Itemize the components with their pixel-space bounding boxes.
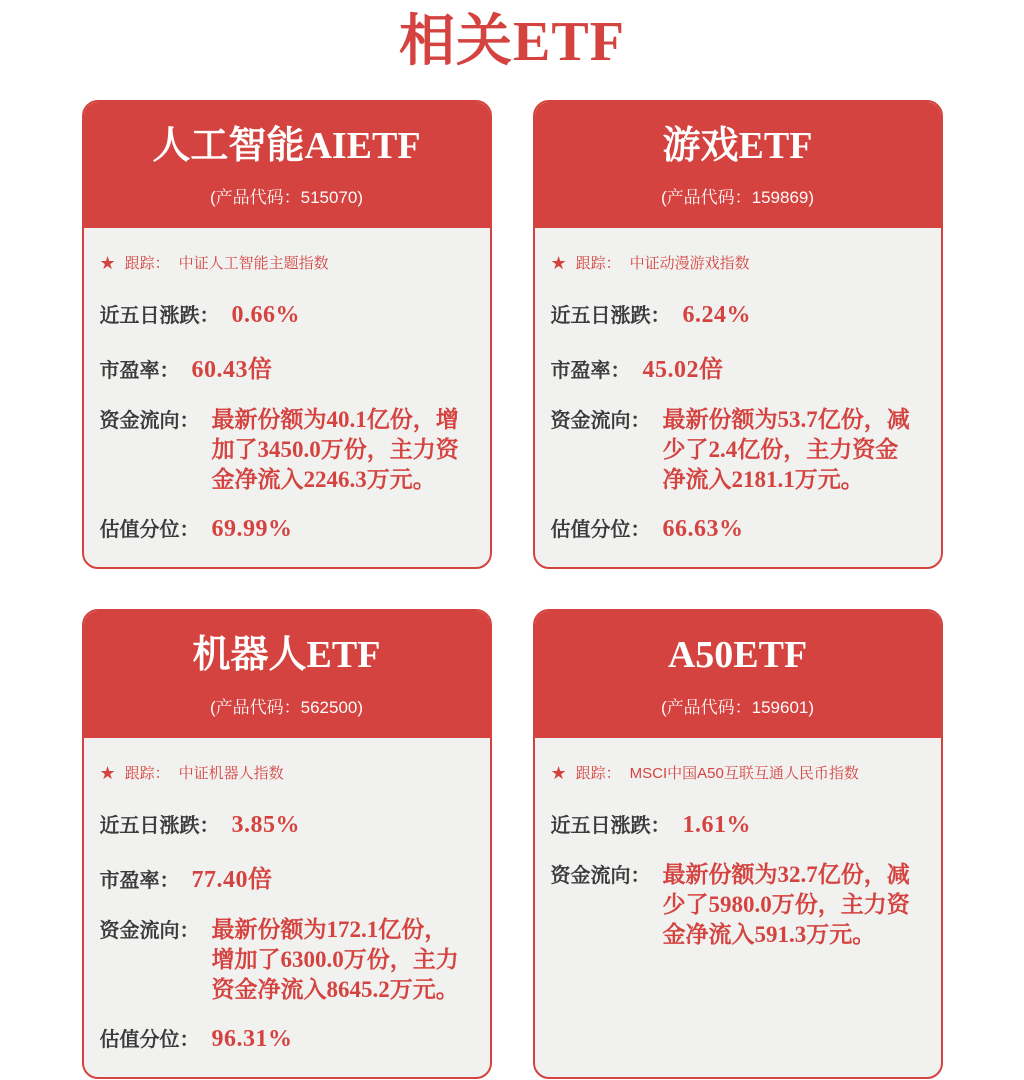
track-row [100, 762, 470, 783]
change-row [100, 299, 470, 329]
pe-unit: 倍 [699, 356, 723, 384]
index-name: 中证动漫游戏指数 [629, 255, 750, 273]
flow-label: 资金流向： [99, 920, 200, 943]
etf-title-en: AIETF [304, 124, 421, 167]
flow-label: 资金流向： [550, 865, 651, 888]
etf-cards-grid [0, 100, 1024, 1080]
flow-value: 最新份额为172.1亿份，增加了6300.0万份，主力资金净流入8645.2万元。 [211, 917, 459, 1003]
pe-label: 市盈率： [99, 870, 180, 893]
change-value: 0.66% [231, 302, 300, 329]
track-label: 跟踪： [575, 765, 621, 783]
pe-label: 市盈率： [550, 360, 631, 383]
star-icon: ★ [550, 762, 567, 783]
flow-label: 资金流向： [550, 410, 651, 433]
change-label: 近五日涨跌： [550, 815, 671, 838]
change-label: 近五日涨跌： [550, 305, 671, 328]
pe-row [100, 859, 470, 894]
etf-title-en: ETF [306, 634, 381, 677]
pe-number: 45.02 [642, 357, 699, 384]
star-icon: ★ [550, 252, 567, 273]
change-row [100, 809, 470, 839]
index-name: 中证人工智能主题指数 [178, 255, 329, 273]
flow-value: 最新份额为40.1亿份，增加了3450.0万份，主力资金净流入2246.3万元。 [211, 407, 459, 493]
etf-title [545, 126, 931, 168]
product-code: (产品代码：562500) [209, 698, 364, 718]
etf-card-aietf [82, 100, 492, 570]
change-label: 近五日涨跌： [99, 815, 220, 838]
product-code: (产品代码：159869) [660, 188, 815, 208]
card-body [84, 228, 490, 567]
track-label: 跟踪： [124, 765, 170, 783]
flow-row [100, 914, 470, 1005]
card-header [84, 611, 490, 738]
pe-number: 77.40 [191, 867, 248, 894]
etf-card-game [533, 100, 943, 570]
pe-row [100, 349, 470, 384]
valuation-value: 69.99% [211, 516, 293, 543]
etf-card-robot [82, 609, 492, 1079]
product-code: (产品代码：159601) [660, 698, 815, 718]
flow-label: 资金流向： [99, 410, 200, 433]
pe-value [643, 349, 724, 384]
change-value: 6.24% [682, 302, 751, 329]
flow-row [551, 859, 921, 950]
card-body [535, 228, 941, 567]
card-header [84, 102, 490, 229]
pe-label: 市盈率： [99, 360, 180, 383]
track-row [100, 252, 470, 273]
track-label: 跟踪： [124, 255, 170, 273]
etf-title-zh: 人工智能 [152, 124, 305, 167]
track-row [551, 762, 921, 783]
etf-title-zh: 游戏 [662, 124, 739, 167]
change-row [551, 809, 921, 839]
valuation-value: 96.31% [211, 1026, 293, 1053]
star-icon: ★ [99, 762, 116, 783]
etf-card-a50 [533, 609, 943, 1079]
valuation-label: 估值分位： [99, 519, 200, 542]
pe-number: 60.43 [191, 357, 248, 384]
flow-value: 最新份额为32.7亿份，减少了5980.0万份，主力资金净流入591.3万元。 [662, 862, 910, 948]
flow-row [100, 404, 470, 495]
index-name: MSCI中国A50互联互通人民币指数 [629, 765, 859, 783]
valuation-label: 估值分位： [99, 1029, 200, 1052]
star-icon: ★ [99, 252, 116, 273]
track-label: 跟踪： [575, 255, 621, 273]
pe-row [551, 349, 921, 384]
card-header [535, 611, 941, 738]
change-value: 3.85% [231, 812, 300, 839]
card-header [535, 102, 941, 229]
valuation-row [100, 1023, 470, 1053]
pe-value [192, 859, 273, 894]
card-body [84, 738, 490, 1077]
valuation-value: 66.63% [662, 516, 744, 543]
etf-title [94, 635, 480, 677]
etf-title-en: A50ETF [667, 634, 808, 677]
card-body [535, 738, 941, 1077]
flow-row [551, 404, 921, 495]
page-title [0, 10, 1024, 74]
etf-title-zh: 机器人 [192, 634, 307, 677]
valuation-label: 估值分位： [550, 519, 651, 542]
pe-unit: 倍 [248, 866, 272, 894]
valuation-row [100, 513, 470, 543]
track-row [551, 252, 921, 273]
flow-value: 最新份额为53.7亿份，减少了2.4亿份，主力资金净流入2181.1万元。 [662, 407, 910, 493]
change-row [551, 299, 921, 329]
index-name: 中证机器人指数 [178, 765, 284, 783]
valuation-row [551, 513, 921, 543]
change-value: 1.61% [682, 812, 751, 839]
page-title-en: ETF [513, 11, 625, 73]
change-label: 近五日涨跌： [99, 305, 220, 328]
pe-unit: 倍 [248, 356, 272, 384]
pe-value [192, 349, 273, 384]
etf-title [545, 635, 931, 677]
page-title-zh: 相关 [399, 9, 514, 72]
product-code: (产品代码：515070) [209, 188, 364, 208]
etf-title [94, 126, 480, 168]
etf-title-en: ETF [738, 124, 813, 167]
